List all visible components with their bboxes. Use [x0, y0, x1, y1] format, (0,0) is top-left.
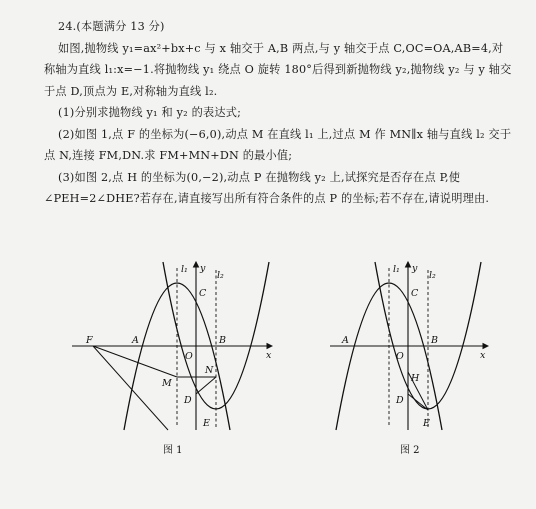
fig2-caption: 图 2	[400, 445, 420, 456]
question-3: (3)如图 2,点 H 的坐标为(0,−2),动点 P 在抛物线 y₂ 上,试探究是否存在点 P,使∠PEH=2∠DHE?若存在,请直接写出所有符合条件的点 P 的坐标;若不存在,请说明理由.	[44, 170, 490, 205]
fig1-label-A: A	[132, 335, 139, 346]
fig1-label-x: x	[266, 350, 272, 361]
fig2-label-A: A	[342, 335, 349, 346]
fig1-segment-fm	[93, 346, 177, 377]
fig2-label-l1: l₁	[393, 264, 400, 275]
question-1: (1)分别求抛物线 y₁ 和 y₂ 的表达式;	[58, 106, 242, 119]
fig1-label-N: N	[205, 365, 214, 376]
fig1-segment-nd	[196, 377, 216, 394]
figure-2	[330, 262, 488, 456]
fig2-label-O: O	[396, 351, 404, 362]
fig1-label-E: E	[203, 418, 210, 429]
fig1-label-B: B	[219, 335, 226, 346]
fig2-label-E: E	[423, 418, 430, 429]
fig1-label-F: F	[86, 335, 93, 346]
problem-title: 24.(本题满分 13 分)	[58, 20, 165, 33]
problem-intro: 如图,抛物线 y₁=ax²+bx+c 与 x 轴交于 A,B 两点,与 y 轴交于点 C,OC=OA,AB=4,对称轴为直线 l₁:x=−1.将抛物线 y₁ 绕点 O 旋转 180°后得到新抛物线 y₂,抛物线 y₂ 与 y 轴交于点 D,顶点为 E,对称轴为直线 l₂.	[44, 41, 512, 98]
fig2-label-l2: l₂	[429, 270, 436, 281]
fig1-segment-f-long	[93, 346, 168, 430]
fig1-label-l1: l₁	[181, 264, 188, 275]
fig1-label-C: C	[199, 288, 207, 299]
fig2-segment-ed	[408, 394, 428, 410]
fig2-label-D: D	[396, 395, 404, 406]
fig1-label-D: D	[184, 395, 192, 406]
fig2-label-C: C	[411, 288, 419, 299]
fig2-label-H: H	[411, 373, 420, 384]
fig1-caption: 图 1	[163, 445, 183, 456]
fig2-label-x: x	[480, 350, 486, 361]
fig1-label-l2: l₂	[217, 270, 224, 281]
fig1-label-M: M	[162, 378, 172, 389]
fig1-label-y: y	[200, 263, 206, 274]
fig1-label-O: O	[185, 351, 193, 362]
figure-1	[72, 262, 272, 456]
fig2-label-B: B	[431, 335, 438, 346]
question-2: (2)如图 1,点 F 的坐标为(−6,0),动点 M 在直线 l₁ 上,过点 M 作 MN∥x 轴与直线 l₂ 交于点 N,连接 FM,DN.求 FM+MN+DN 的最小值;	[44, 127, 512, 162]
fig2-label-y: y	[412, 263, 418, 274]
